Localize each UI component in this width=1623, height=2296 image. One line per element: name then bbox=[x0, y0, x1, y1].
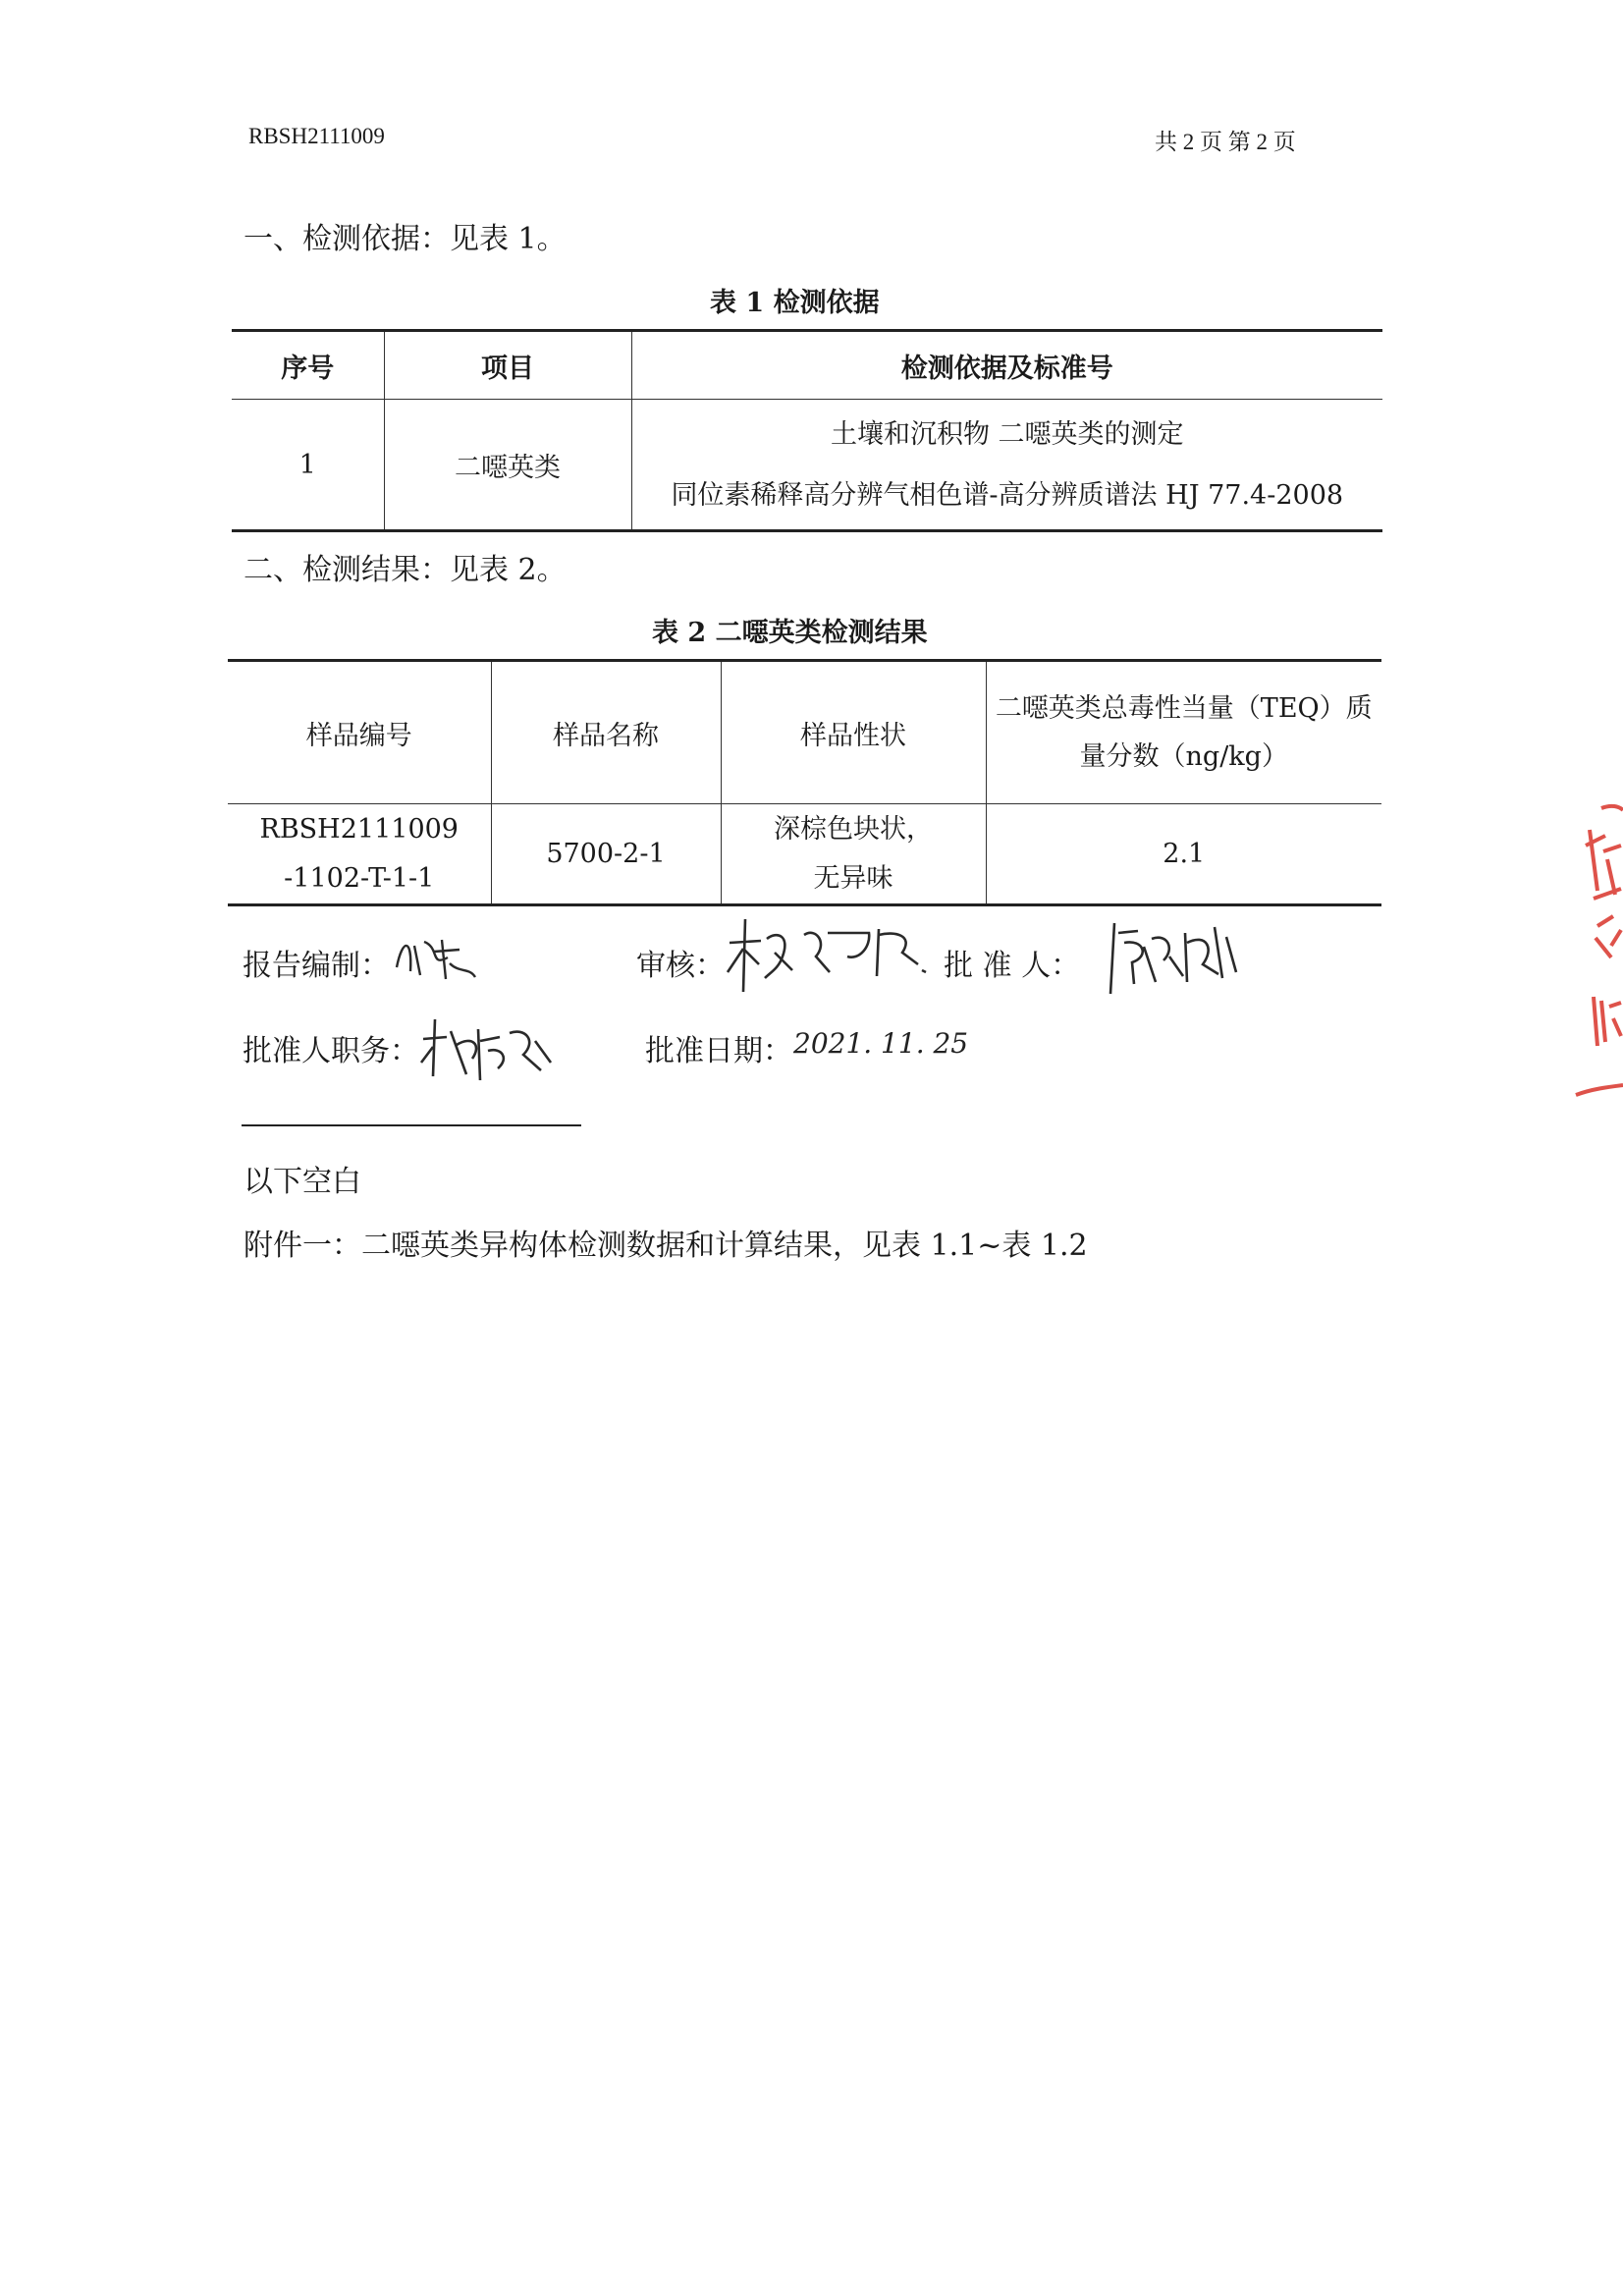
teq-header-line2: 量分数（ng/kg） bbox=[1079, 741, 1288, 772]
table1-header-seq: 序号 bbox=[232, 331, 384, 400]
table2-dioxin-results bbox=[228, 659, 1381, 906]
approver-title-label: 批准人职务： bbox=[243, 1034, 419, 1068]
table1-cell-item: 二噁英类 bbox=[384, 400, 631, 531]
property-line1: 深棕色块状， bbox=[774, 813, 933, 845]
property-line2: 无异味 bbox=[813, 862, 893, 894]
table1-header-item: 项目 bbox=[384, 331, 631, 400]
prepared-by-label: 报告编制： bbox=[243, 949, 390, 983]
approver-signature bbox=[1105, 913, 1242, 1002]
table2-header-sample-property: 样品性状 bbox=[721, 661, 986, 804]
teq-header-line1: 二噁英类总毒性当量（TEQ）质 bbox=[995, 693, 1373, 724]
table2-header-teq bbox=[986, 661, 1381, 804]
table-row bbox=[228, 804, 1381, 905]
basis-line1: 土壤和沉积物 二噁英类的测定 bbox=[830, 419, 1184, 450]
table2-cell-sample-no bbox=[228, 804, 491, 905]
attachment-note: 附件一：二噁英类异构体检测数据和计算结果，见表 1.1~表 1.2 bbox=[243, 1229, 1088, 1263]
table2-cell-teq: 2.1 bbox=[986, 804, 1381, 905]
table-row bbox=[232, 400, 1382, 531]
approval-date: 2021. 11. 25 bbox=[793, 1027, 969, 1060]
sample-no-line2: -1102-T-1-1 bbox=[284, 862, 435, 894]
section1-title: 一、检测依据：见表 1。 bbox=[243, 222, 567, 256]
page-info: 共 2 页 第 2 页 bbox=[1155, 130, 1296, 154]
table2-cell-sample-name: 5700-2-1 bbox=[491, 804, 721, 905]
table1-cell-basis bbox=[631, 400, 1382, 531]
table1-cell-seq: 1 bbox=[232, 400, 384, 531]
table2-cell-property bbox=[721, 804, 986, 905]
blank-below-note: 以下空白 bbox=[243, 1165, 361, 1199]
table1-header-basis: 检测依据及标准号 bbox=[631, 331, 1382, 400]
table1-detection-basis bbox=[232, 329, 1382, 532]
basis-line2: 同位素稀释高分辨气相色谱-高分辨质谱法 HJ 77.4-2008 bbox=[671, 480, 1344, 511]
table2-header-sample-no: 样品编号 bbox=[228, 661, 491, 804]
table2-caption: 表 2 二噁英类检测结果 bbox=[652, 618, 928, 648]
prepared-by-signature bbox=[391, 928, 479, 987]
divider-line bbox=[242, 1124, 581, 1126]
approver-title-signature bbox=[417, 1011, 555, 1085]
red-stamp-fragment bbox=[1572, 800, 1623, 1115]
section2-title: 二、检测结果：见表 2。 bbox=[243, 553, 567, 587]
reviewer-signature bbox=[722, 913, 933, 997]
report-number: RBSH2111009 bbox=[248, 124, 385, 148]
sample-no-line1: RBSH2111009 bbox=[259, 813, 459, 845]
table1-caption: 表 1 检测依据 bbox=[710, 288, 880, 318]
reviewer-label: 审核： bbox=[636, 949, 725, 983]
approver-label: 批 准 人： bbox=[944, 949, 1081, 983]
approval-date-label: 批准日期： bbox=[645, 1034, 792, 1068]
table2-header-sample-name: 样品名称 bbox=[491, 661, 721, 804]
